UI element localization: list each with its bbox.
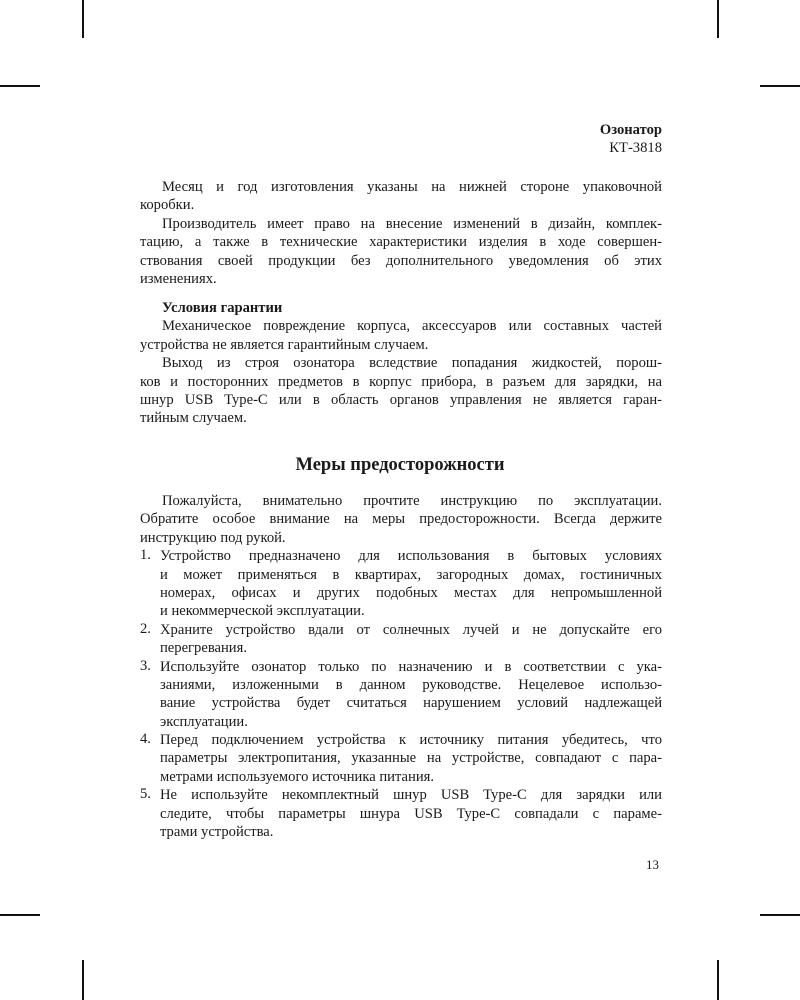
text-line: следите, чтобы параметры шнура USB Type-C совпадали с параме- [160,805,662,822]
text-line: инструкцию под рукой. [140,529,286,546]
crop-mark [0,914,40,916]
text-line: и некоммерческой эксплуатации. [160,603,365,620]
text-line: Перед подключением устройства к источнику питания убедитесь, что [160,732,662,749]
text-line: трами устройства. [160,824,274,841]
crop-mark [82,960,84,1000]
text-line: тийным случаем. [140,410,247,427]
precautions-section [140,492,662,841]
text-line: параметры электропитания, указанные на устройстве, совпадают с пара- [160,750,662,767]
product-title: Озонатор [599,122,662,138]
text-line: Месяц и год изготовления указаны на нижней стороне упаковочной [162,179,662,195]
text-line: изменениях. [140,270,217,287]
text-line: Используйте озонатор только по назначению и в соответствии с ука- [160,658,662,675]
text-line: устройства не является гарантийным случаем. [140,336,429,353]
text-line: и может применяться в квартирах, загородных домах, гостиничных [160,566,662,583]
text-line: Механическое повреждение корпуса, аксессуаров или составных частей [162,318,662,335]
list-item [140,731,662,786]
crop-mark [760,914,800,916]
text-line: заниями, изложенными в данном руководстве. Нецелевое использо- [160,676,662,693]
list-item [140,786,662,841]
warranty-section [140,299,662,428]
text-line: Выход из строя озонатора вследствие попадания жидкостей, порош- [162,355,662,372]
page-title: Меры предосторожности [295,455,505,475]
text-line: Храните устройство вдали от солнечных лучей и не допускайте его [160,621,662,638]
text-line: ков и посторонних предметов в корпус прибора, в разъем для зарядки, на [140,373,662,390]
page-number: 13 [646,857,659,872]
text-line: Не используйте некомплектный шнур USB Type-C для зарядки или [160,787,662,804]
text-line: перегревания. [160,640,247,657]
list-item [140,658,662,732]
list-item [140,547,662,621]
crop-mark [717,0,719,38]
list-number: 2. [140,620,151,637]
text-line: эксплуатации. [160,713,248,730]
crop-mark [82,0,84,38]
text-line: тацию, а также в технические характеристики изделия в ходе совершен- [140,234,662,251]
list-item [140,621,662,658]
crop-mark [717,960,719,1000]
product-model: КТ-3818 [609,140,662,157]
section-heading: Условия гарантии [162,300,283,316]
list-number: 4. [140,731,151,748]
text-line: шнур USB Type-C или в область органов управления не является гаран- [140,391,662,408]
text-line: Пожалуйста, внимательно прочтите инструкцию по эксплуатации. [162,493,662,509]
list-number: 5. [140,786,151,803]
text-line: номерах, офисах и других подобных местах для непромышленной [160,584,662,601]
text-line: метрами используемого источника питания. [160,768,434,785]
text-line: Устройство предназначено для использования в бытовых условиях [160,548,662,565]
text-line: ствования своей продукции без дополнительного уведомления об этих [140,252,662,269]
text-line: вание устройства будет считаться нарушением условий надлежащей [160,695,662,712]
text-line: коробки. [140,197,195,214]
text-line: Обратите особое внимание на меры предосторожности. Всегда держите [140,511,662,528]
text-line: Производитель имеет право на внесение изменений в дизайн, комплек- [162,215,662,232]
intro-text [140,178,662,288]
crop-mark [760,85,800,87]
list-number: 3. [140,657,151,674]
list-number: 1. [140,547,151,564]
crop-mark [0,85,40,87]
running-header [600,121,662,158]
